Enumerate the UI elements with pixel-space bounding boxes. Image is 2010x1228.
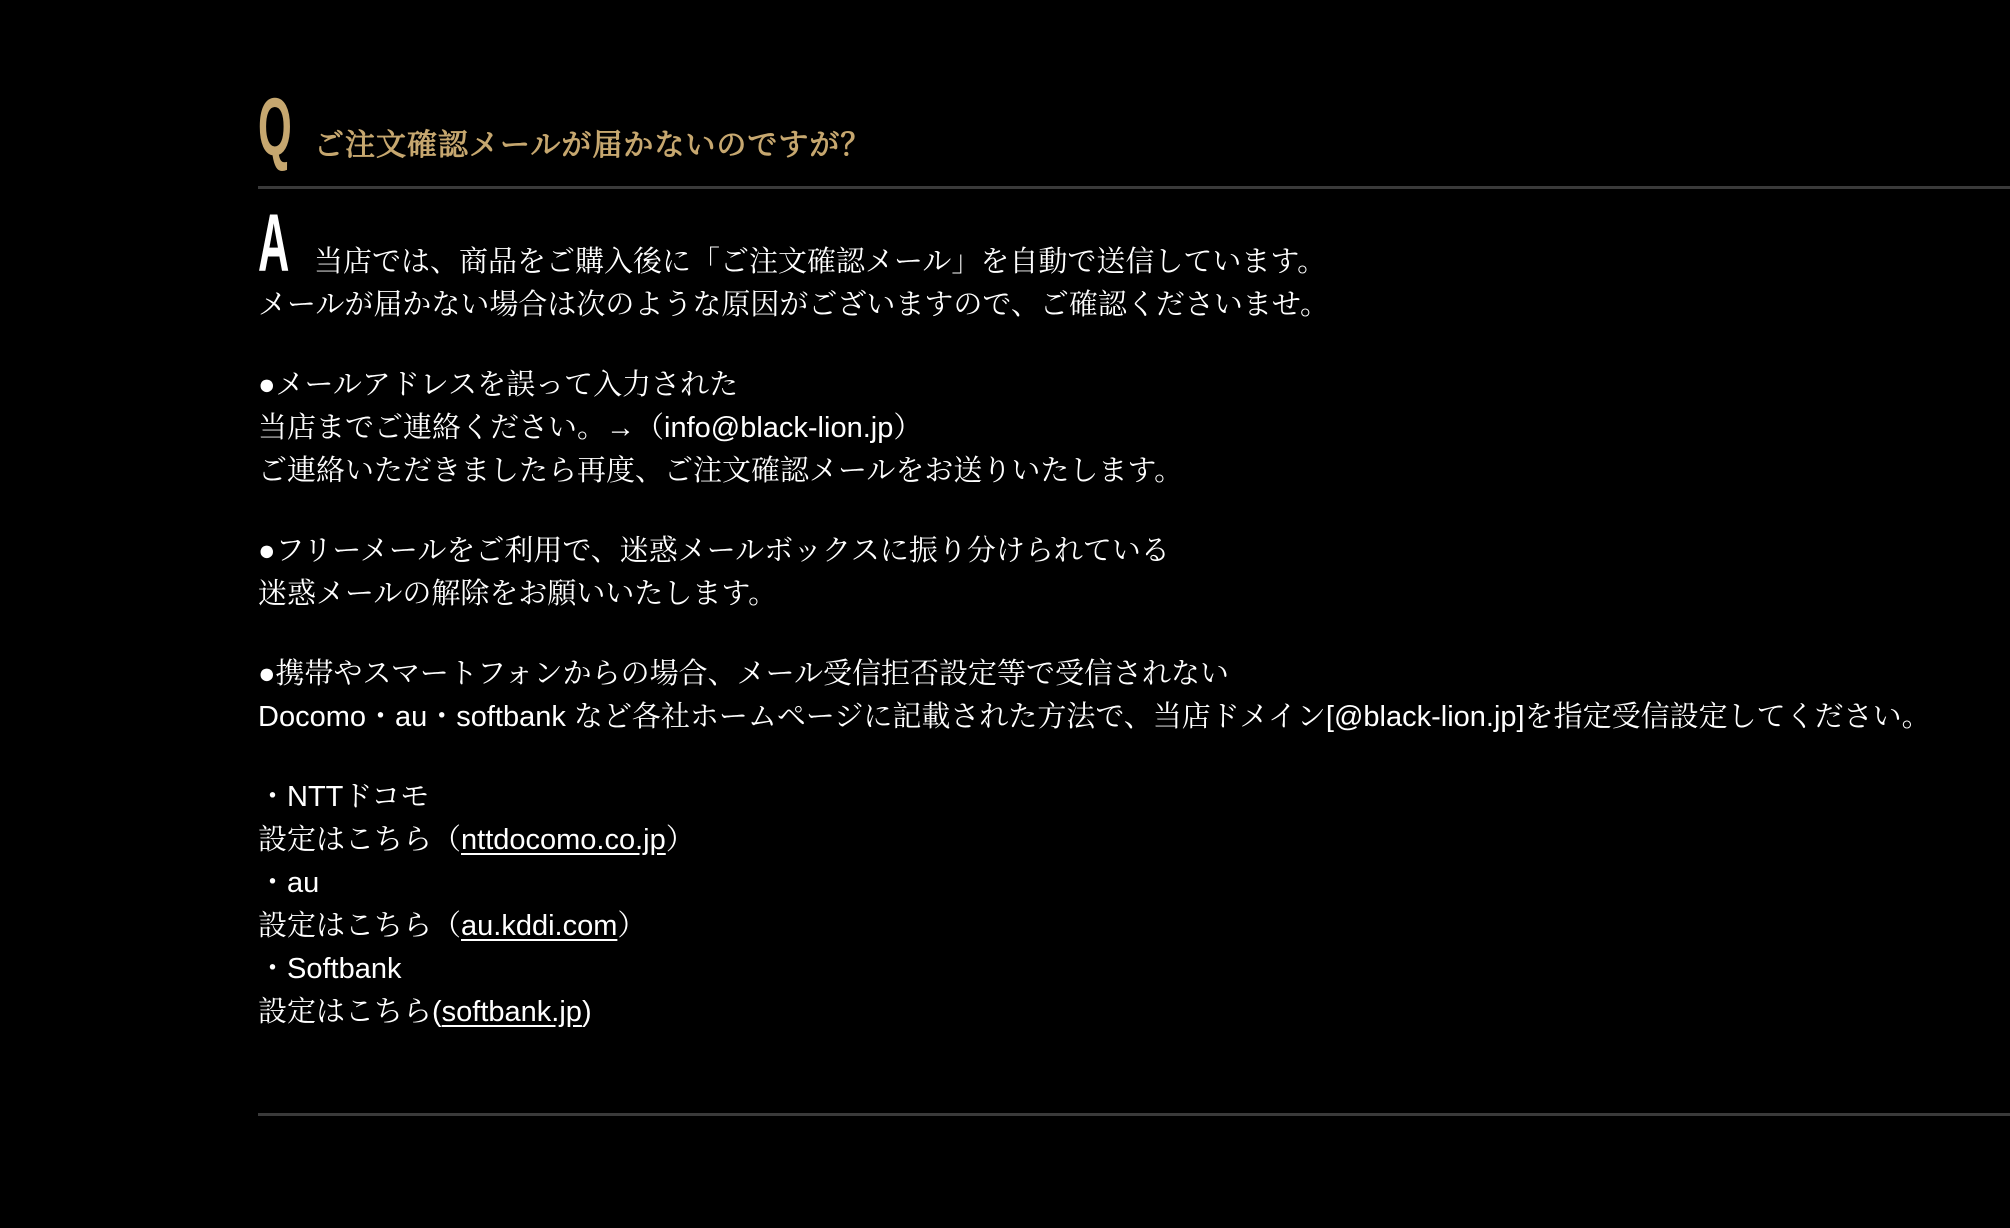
reason-heading: ●フリーメールをご利用で、迷惑メールボックスに振り分けられている (258, 535, 1170, 567)
carrier-name-docomo: ・NTTドコモ (258, 781, 430, 813)
faq-answer-row (258, 198, 1327, 289)
question-marker (258, 82, 292, 173)
setting-suffix: ） (617, 910, 647, 942)
carrier-setting-line-docomo (258, 819, 1931, 862)
section-end-divider (258, 1113, 2010, 1116)
answer-body (258, 284, 1931, 1034)
setting-prefix: 設定はこちら（ (258, 824, 462, 856)
carrier-links-section (258, 776, 1931, 1034)
setting-suffix: ) (581, 996, 592, 1028)
reason-line: Docomo・au・softbank など各社ホームページに記載された方法で、当店ドメイン[@black-lion.jp]を指定受信設定してください。 (258, 701, 1931, 733)
setting-suffix: ） (665, 824, 695, 856)
question-title: ご注文確認メールが届かないのですが？ (314, 129, 872, 162)
softbank-settings-link[interactable]: softbank.jp (441, 996, 582, 1028)
answer-intro-line-1: 当店では、商品をご購入後に「ご注文確認メール」を自動で送信しています。 (314, 246, 1327, 278)
a-letter: A (258, 198, 290, 289)
reason-heading: ●携帯やスマートフォンからの場合、メール受信拒否設定等で受信されない (258, 658, 1230, 690)
carrier-name-softbank: ・Softbank (258, 953, 402, 985)
reason-wrong-address (258, 364, 1931, 493)
reason-spam-folder (258, 530, 1931, 616)
carrier-setting-line-au (258, 905, 1931, 948)
answer-intro-paragraph (258, 284, 1931, 327)
reason-line: 当店までご連絡ください。→（info@black-lion.jp） (258, 412, 923, 444)
au-settings-link[interactable]: au.kddi.com (461, 910, 618, 942)
setting-prefix: 設定はこちら（ (258, 910, 462, 942)
question-divider (258, 186, 2010, 189)
reason-line: 迷惑メールの解除をお願いいたします。 (258, 578, 778, 610)
answer-intro-line-2: メールが届かない場合は次のような原因がございますので、ご確認くださいませ。 (258, 289, 1329, 321)
setting-prefix: 設定はこちら( (258, 996, 442, 1028)
carrier-name-au: ・au (258, 867, 320, 899)
reason-line: ご連絡いただきましたら再度、ご注文確認メールをお送りいたします。 (258, 455, 1184, 487)
faq-question-row (258, 82, 872, 173)
carrier-setting-line-softbank (258, 991, 1931, 1034)
reason-mobile-filter (258, 653, 1931, 739)
reason-heading: ●メールアドレスを誤って入力された (258, 369, 739, 401)
docomo-settings-link[interactable]: nttdocomo.co.jp (461, 824, 666, 856)
q-letter: Q (258, 82, 292, 173)
answer-marker (258, 198, 292, 289)
